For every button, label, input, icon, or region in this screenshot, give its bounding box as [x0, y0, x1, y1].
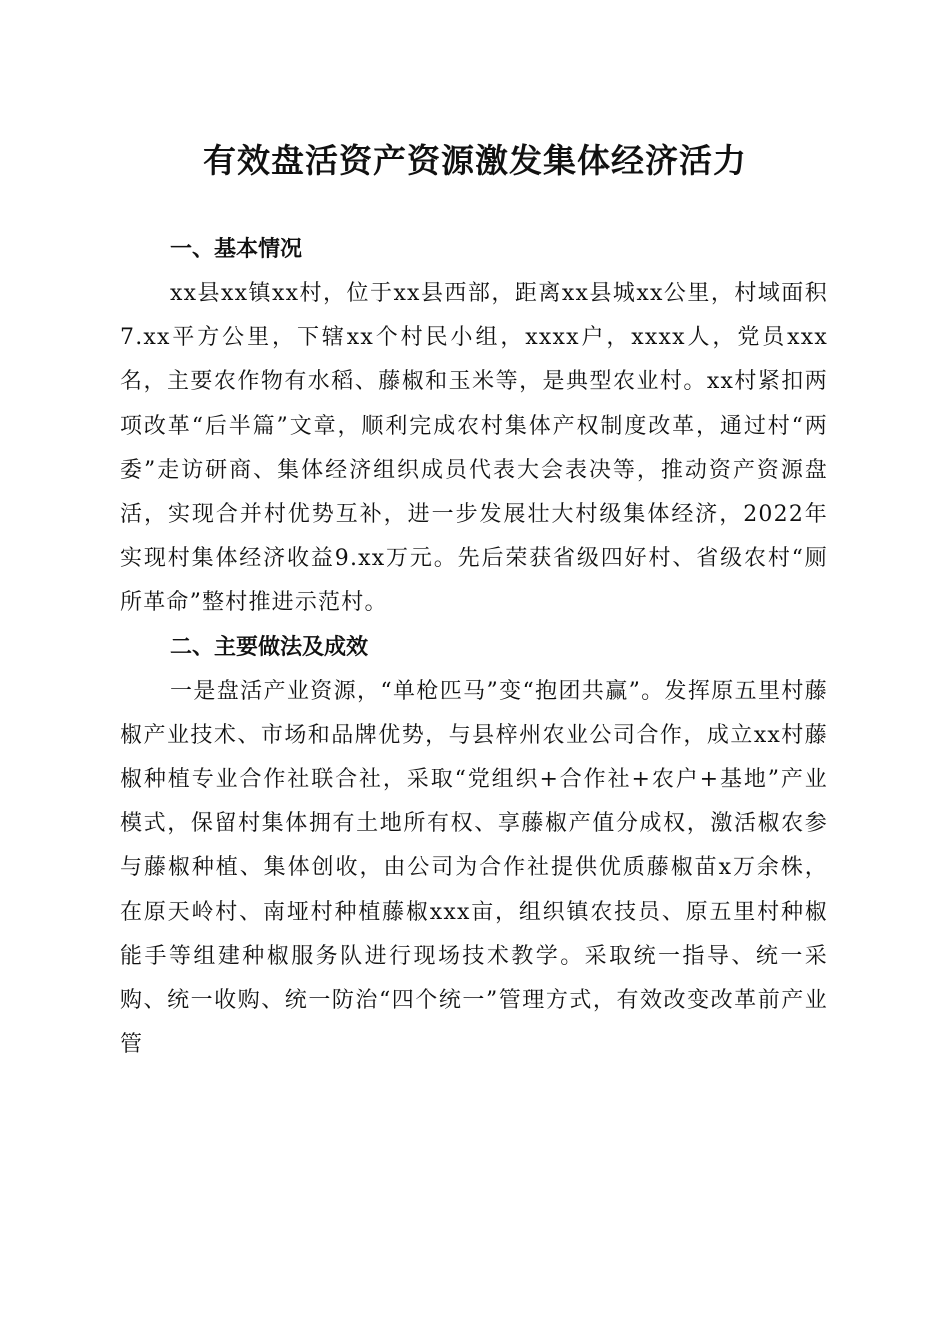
document-title: 有效盘活资产资源激发集体经济活力 [203, 141, 747, 180]
main-practices-paragraph: 一是盘活产业资源，“单枪匹马”变“抱团共赢”。发挥原五里村藤椒产业技术、市场和品牌优势，与县梓州农业公司合作，成立xx村藤椒种植专业合作社联合社，采取“党组织+合作社+农户+基地”产业模式，保留村集体拥有土地所有权、享藤椒产值分成权，激活椒农参与藤椒种植、集体创收，由公司为合作社提供优质藤椒苗x万余株，在原天岭村、南垭村种植藤椒xxx亩，组织镇农技员、原五里村种椒能手等组建种椒服务队进行现场技术教学。采取统一指导、统一采购、统一收购、统一防治“四个统一”管理方式，有效改变改革前产业管 [120, 678, 828, 1058]
document-body [120, 228, 828, 1067]
section-heading-main-practices: 二、主要做法及成效 [170, 634, 369, 660]
basic-situation-paragraph: xx县xx镇xx村，位于xx县西部，距离xx县城xx公里，村域面积7.xx平方公里，下辖xx个村民小组，xxxx户，xxxx人，党员xxx名，主要农作物有水稻、藤椒和玉米等，是典型农业村。xx村紧扣两项改革“后半篇”文章，顺利完成农村集体产权制度改革，通过村“两委”走访研商、集体经济组织成员代表大会表决等，推动资产资源盘活，实现合并村优势互补，进一步发展壮大村级集体经济，2022年实现村集体经济收益9.xx万元。先后荣获省级四好村、省级农村“厕所革命”整村推进示范村。 [120, 281, 828, 616]
section-heading-basic-situation: 一、基本情况 [170, 237, 303, 262]
